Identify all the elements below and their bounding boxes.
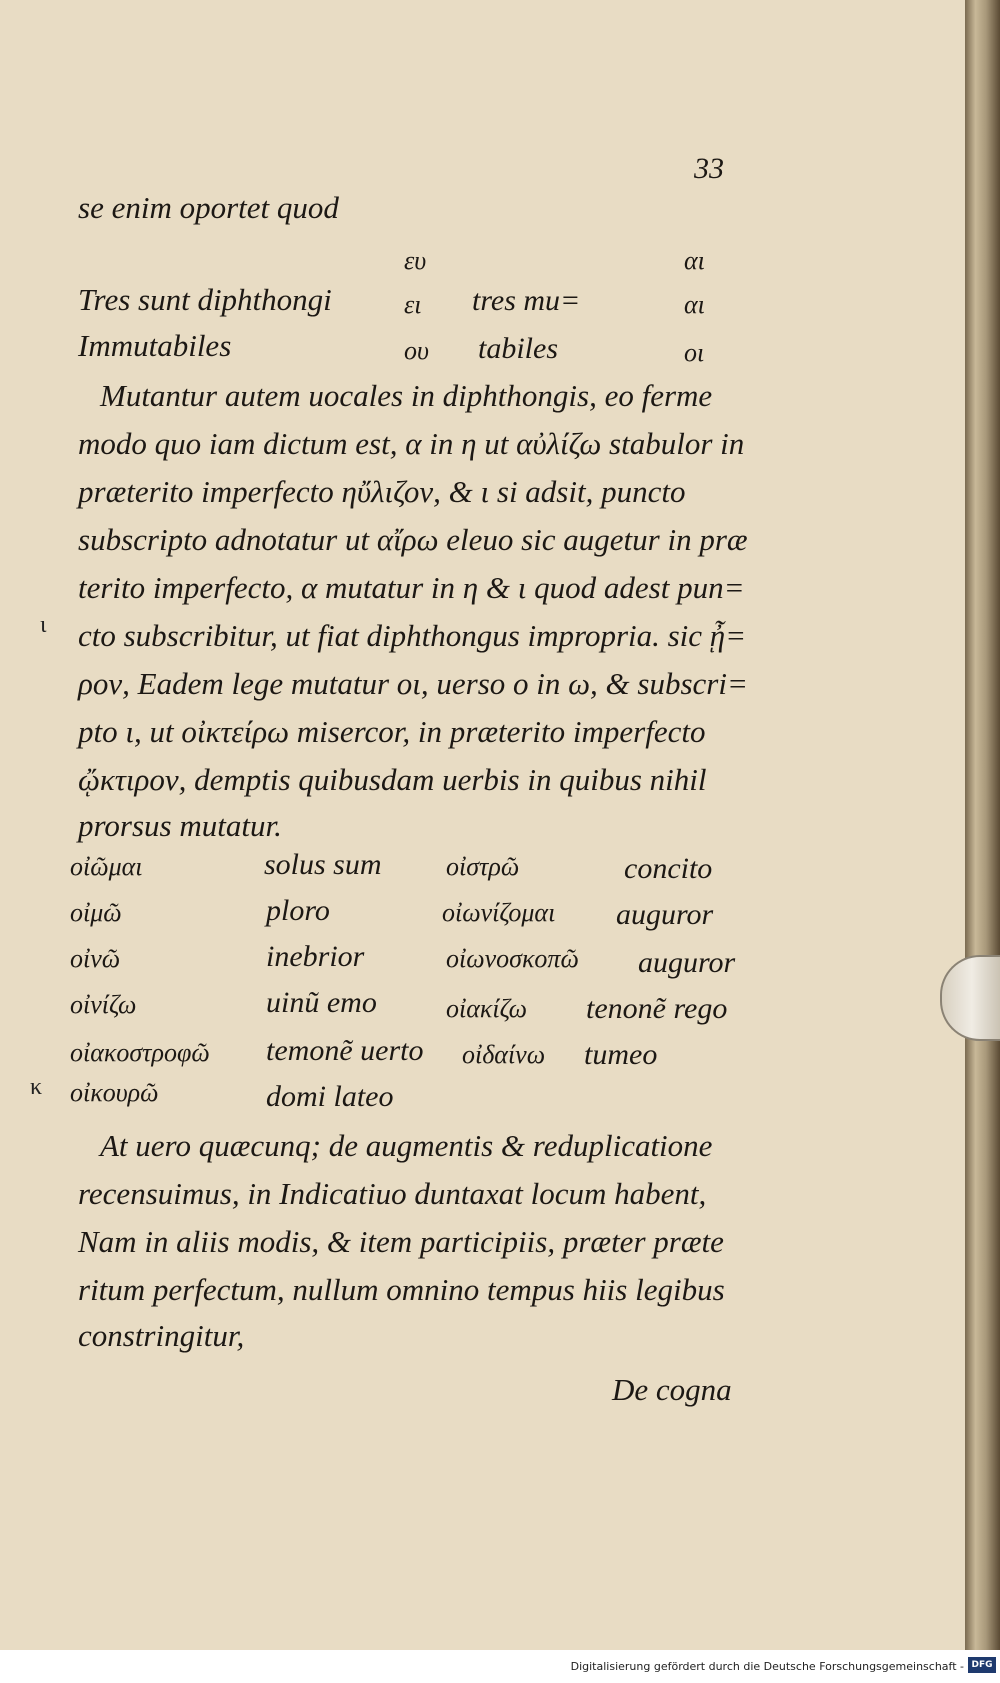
paragraph-line: pto ι, ut οἰκτείρω misercor, in præterito imperfecto bbox=[78, 714, 706, 749]
word-greek: οἰακοστροφῶ bbox=[70, 1038, 210, 1067]
page-number: 33 bbox=[694, 152, 724, 185]
diphthong-greek: αι bbox=[684, 290, 705, 319]
word-latin: inebrior bbox=[266, 940, 365, 973]
paragraph-line: Nam in aliis modis, & item participiis, præter præte bbox=[78, 1224, 724, 1259]
paragraph-line: prorsus mutatur. bbox=[78, 808, 282, 843]
word-greek: οἰκουρῶ bbox=[70, 1078, 159, 1107]
intro-line: se enim oportet quod bbox=[78, 190, 339, 225]
word-latin: auguror bbox=[638, 946, 736, 979]
word-latin: auguror bbox=[616, 898, 714, 931]
dfg-logo: DFG bbox=[968, 1657, 996, 1673]
word-greek: οἰστρῶ bbox=[446, 852, 520, 881]
word-latin: temonẽ uerto bbox=[266, 1034, 424, 1067]
paragraph-line: ᾤκτιρον, demptis quibusdam uerbis in quibus nihil bbox=[78, 762, 707, 797]
funding-notice: Digitalisierung gefördert durch die Deutsche Forschungsgemeinschaft - bbox=[570, 1660, 964, 1673]
diphthong-greek: ευ bbox=[404, 246, 427, 275]
diphthong-label: tabiles bbox=[478, 332, 558, 365]
word-latin: tenonẽ rego bbox=[586, 992, 728, 1025]
page-edges bbox=[965, 0, 1000, 1650]
paragraph-line: ritum perfectum, nullum omnino tempus hiis legibus bbox=[78, 1272, 725, 1307]
word-greek: οἰακίζω bbox=[446, 994, 527, 1023]
paragraph-line: At uero quæcunq; de augmentis & reduplicatione bbox=[100, 1128, 713, 1163]
word-greek: οἰνῶ bbox=[70, 944, 121, 973]
word-latin: tumeo bbox=[584, 1038, 658, 1071]
word-latin: domi lateo bbox=[266, 1080, 394, 1113]
word-latin: solus sum bbox=[264, 848, 382, 881]
word-latin: uinũ emo bbox=[266, 986, 377, 1019]
word-greek: οἰωνοσκοπῶ bbox=[446, 944, 579, 973]
word-greek: οἰνίζω bbox=[70, 990, 137, 1019]
margin-mark: ι bbox=[40, 612, 47, 638]
diphthong-greek: ει bbox=[404, 290, 422, 319]
diphthong-label: tres mu= bbox=[472, 284, 581, 317]
paragraph-line: modo quo iam dictum est, α in η ut αὐλίζω stabulor in bbox=[78, 426, 745, 461]
diphthong-label: Immutabiles bbox=[78, 328, 232, 363]
paragraph-line: Mutantur autem uocales in diphthongis, eo ferme bbox=[100, 378, 713, 413]
word-latin: ploro bbox=[266, 894, 330, 927]
diphthong-label: Tres sunt diphthongi bbox=[78, 282, 332, 317]
word-latin: concito bbox=[624, 852, 713, 885]
paragraph-line: subscripto adnotatur ut αἴρω eleuo sic augetur in præ bbox=[78, 522, 748, 557]
paragraph-line: præterito imperfecto ηὔλιζον, & ι si adsit, puncto bbox=[78, 474, 686, 509]
word-greek: οἰωνίζομαι bbox=[442, 898, 556, 927]
diphthong-greek: οι bbox=[684, 338, 705, 367]
word-greek: οἰμῶ bbox=[70, 898, 122, 927]
word-greek: οἰῶμαι bbox=[70, 852, 143, 881]
paragraph-line: constringitur, bbox=[78, 1318, 245, 1353]
paragraph-line: ρον, Eadem lege mutatur οι, uerso ο in ω, & subscri= bbox=[78, 666, 748, 701]
catchword: De cogna bbox=[612, 1372, 732, 1407]
paragraph-line: cto subscribitur, ut fiat diphthongus impropria. sic ᾖ= bbox=[78, 618, 747, 653]
diphthong-greek: αι bbox=[684, 246, 705, 275]
margin-mark: κ bbox=[30, 1074, 43, 1100]
paragraph-line: terito imperfecto, α mutatur in η & ι quod adest pun= bbox=[78, 570, 745, 605]
diphthong-greek: ου bbox=[404, 336, 429, 365]
word-greek: οἰδαίνω bbox=[462, 1040, 546, 1069]
paragraph-line: recensuimus, in Indicatiuo duntaxat locum habent, bbox=[78, 1176, 707, 1211]
